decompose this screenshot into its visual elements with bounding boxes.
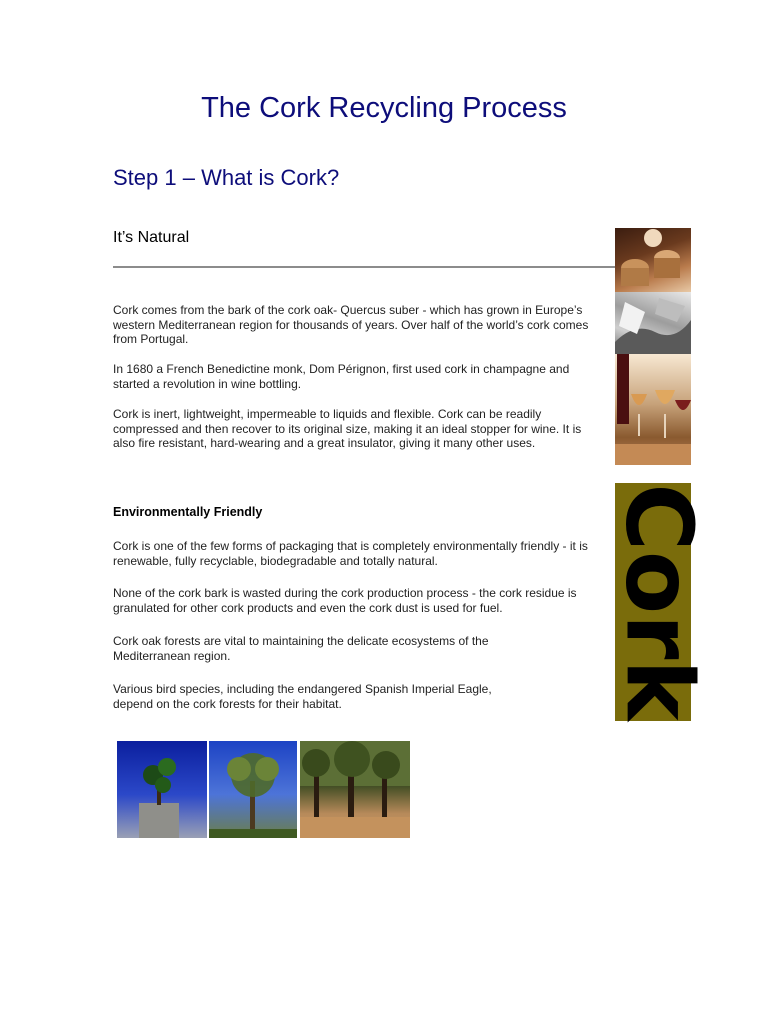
- step-heading: Step 1 – What is Cork?: [113, 165, 340, 190]
- paragraph: In 1680 a French Benedictine monk, Dom Pérignon, first used cork in champagne and started a revolution in wine bottling.: [113, 362, 570, 391]
- paragraph: Cork comes from the bark of the cork oak- Quercus suber - which has grown in Europe’s western Mediterranean region for thousands of years. Over half of the world’s cork comes from Portugal.: [113, 303, 589, 346]
- page-title: The Cork Recycling Process: [201, 92, 567, 124]
- paragraph: Cork oak forests are vital to maintaining the delicate ecosystems of the Mediterranean region.: [113, 634, 489, 663]
- cork-forest-photo: [300, 741, 410, 838]
- young-cork-tree-photo: [209, 741, 297, 838]
- section-heading-natural: It’s Natural: [113, 229, 190, 246]
- bark-harvest-photo: [615, 292, 691, 354]
- paragraph: None of the cork bark is wasted during the cork production process - the cork residue is granulated for other cork products and even the cork dust is used for fuel.: [113, 586, 577, 615]
- paragraph: Various bird species, including the endangered Spanish Imperial Eagle, depend on the cork forests for their habitat.: [113, 682, 492, 711]
- paragraph: Cork is one of the few forms of packaging that is completely environmentally friendly - it is renewable, fully recyclable, biodegradable and totally natural.: [113, 539, 588, 568]
- cork-seedling-photo: [117, 741, 207, 838]
- wine-glasses-photo: [615, 354, 691, 465]
- cork-logo-text: Cork: [605, 483, 713, 721]
- divider: [113, 266, 616, 268]
- corks-photo: [615, 228, 691, 292]
- section-heading-environment: Environmentally Friendly: [113, 505, 263, 519]
- paragraph: Cork is inert, lightweight, impermeable to liquids and flexible. Cork can be readily compressed and then recover to its original size, making it an ideal stopper for wine. It is also fire resistant, hard-wearing and a great insulator, giving it many other uses.: [113, 407, 582, 450]
- cork-logo-banner: [605, 483, 713, 721]
